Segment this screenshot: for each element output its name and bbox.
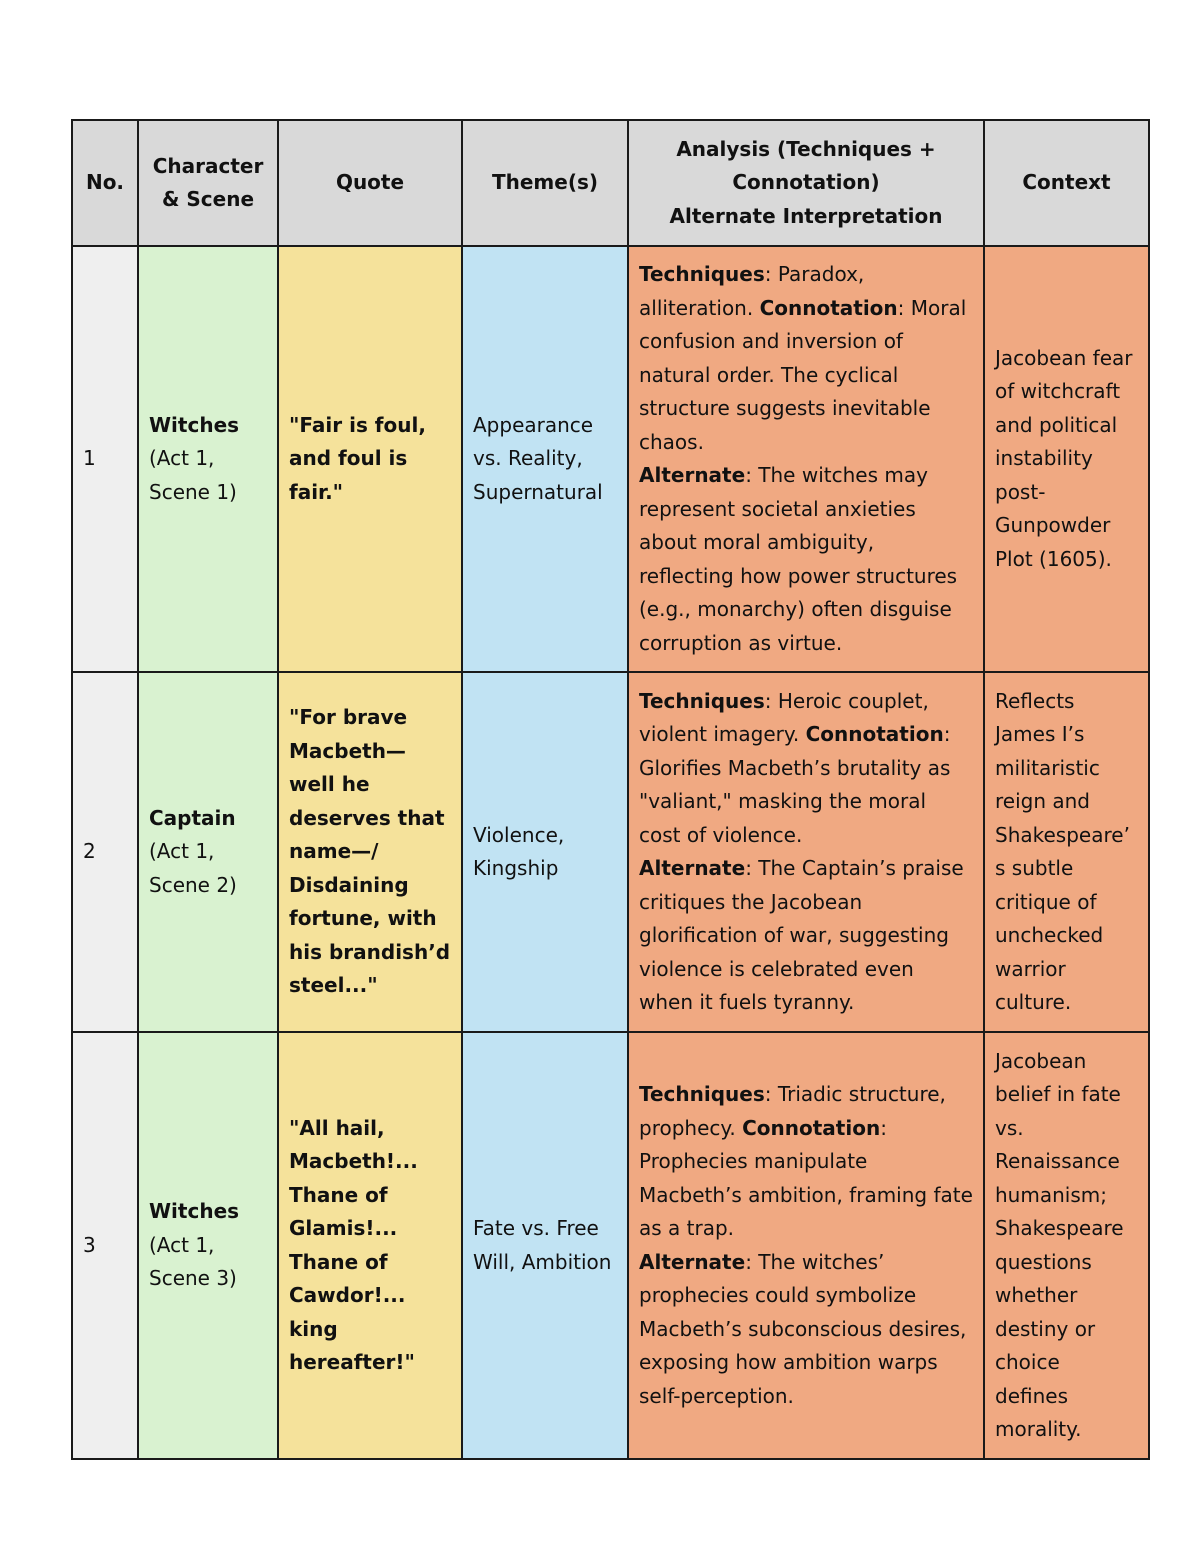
header-row <box>72 120 1149 246</box>
header-no: No. <box>72 120 138 246</box>
row-number: 3 <box>72 1032 138 1459</box>
header-themes: Theme(s) <box>462 120 628 246</box>
character-scene-cell <box>138 1032 278 1459</box>
analysis-cell <box>628 1032 984 1459</box>
techniques-text: : Triadic structure, prophecy. <box>639 1082 946 1140</box>
scene-reference: (Act 1, Scene 1) <box>149 446 237 504</box>
analysis-cell <box>628 246 984 672</box>
techniques-label: Techniques <box>639 1082 765 1106</box>
connotation-label: Connotation <box>742 1115 881 1140</box>
themes-cell: Appearance vs. Reality, Supernatural <box>462 246 628 672</box>
alternate-text: : The witches may represent societal anxieties about moral ambiguity, reflecting how power structures (e.g., monarchy) often disguise corruption as virtue. <box>639 463 958 655</box>
macbeth-quotes-table <box>71 119 1150 1460</box>
character-name: Witches <box>149 1199 240 1224</box>
alternate-text: : The Captain’s praise critiques the Jacobean glorification of war, suggesting violence is celebrated even when it fuels tyranny. <box>639 856 964 1014</box>
connotation-label: Connotation <box>759 295 898 320</box>
connotation-text: : Prophecies manipulate Macbeth’s ambition, framing fate as a trap. <box>639 1115 973 1240</box>
header-analysis <box>628 120 984 246</box>
techniques-label: Techniques <box>639 688 765 713</box>
table-row <box>72 246 1149 672</box>
scene-reference: (Act 1, Scene 2) <box>149 839 237 897</box>
alternate-label: Alternate <box>639 463 746 487</box>
connotation-text: : Moral confusion and inversion of natural order. The cyclical structure suggests inevitable chaos. <box>639 295 967 454</box>
character-scene-cell <box>138 246 278 672</box>
connotation-label: Connotation <box>805 722 944 746</box>
header-analysis-line1: Analysis (Techniques + Connotation) <box>676 136 936 195</box>
analysis-cell <box>628 672 984 1032</box>
table-row <box>72 1032 1149 1459</box>
techniques-text: : Paradox, alliteration. <box>639 262 865 320</box>
header-quote: Quote <box>278 120 462 246</box>
techniques-text: : Heroic couplet, violent imagery. <box>639 688 929 746</box>
context-cell: Jacobean fear of witchcraft and political instability post-Gunpowder Plot (1605). <box>984 246 1149 672</box>
alternate-label: Alternate <box>639 856 746 880</box>
context-cell: Jacobean belief in fate vs. Renaissance humanism; Shakespeare questions whether destiny or choice defines morality. <box>984 1032 1149 1459</box>
themes-cell: Fate vs. Free Will, Ambition <box>462 1032 628 1459</box>
row-number: 2 <box>72 672 138 1032</box>
quote-cell: "All hail, Macbeth!... Thane of Glamis!... Thane of Cawdor!... king hereafter!" <box>278 1032 462 1459</box>
quote-cell: "For brave Macbeth—well he deserves that name—/ Disdaining fortune, with his brandish’d steel..." <box>278 672 462 1032</box>
scene-reference: (Act 1, Scene 3) <box>149 1232 237 1291</box>
table-row <box>72 672 1149 1032</box>
alternate-text: : The witches’ prophecies could symbolize Macbeth’s subconscious desires, exposing how ambition warps self-perception. <box>639 1249 967 1408</box>
connotation-text: : Glorifies Macbeth’s brutality as "valiant," masking the moral cost of violence. <box>639 722 951 847</box>
quote-cell: "Fair is foul, and foul is fair." <box>278 246 462 672</box>
row-number: 1 <box>72 246 138 672</box>
context-cell: Reflects James I’s militaristic reign and Shakespeare’s subtle critique of unchecked warrior culture. <box>984 672 1149 1032</box>
character-scene-cell <box>138 672 278 1032</box>
header-context: Context <box>984 120 1149 246</box>
themes-cell: Violence, Kingship <box>462 672 628 1032</box>
character-name: Witches <box>149 412 240 437</box>
character-name: Captain <box>149 805 236 830</box>
techniques-label: Techniques <box>639 262 765 286</box>
header-character: Character & Scene <box>138 120 278 246</box>
header-analysis-line2: Alternate Interpretation <box>669 203 943 228</box>
alternate-label: Alternate <box>639 1249 746 1274</box>
